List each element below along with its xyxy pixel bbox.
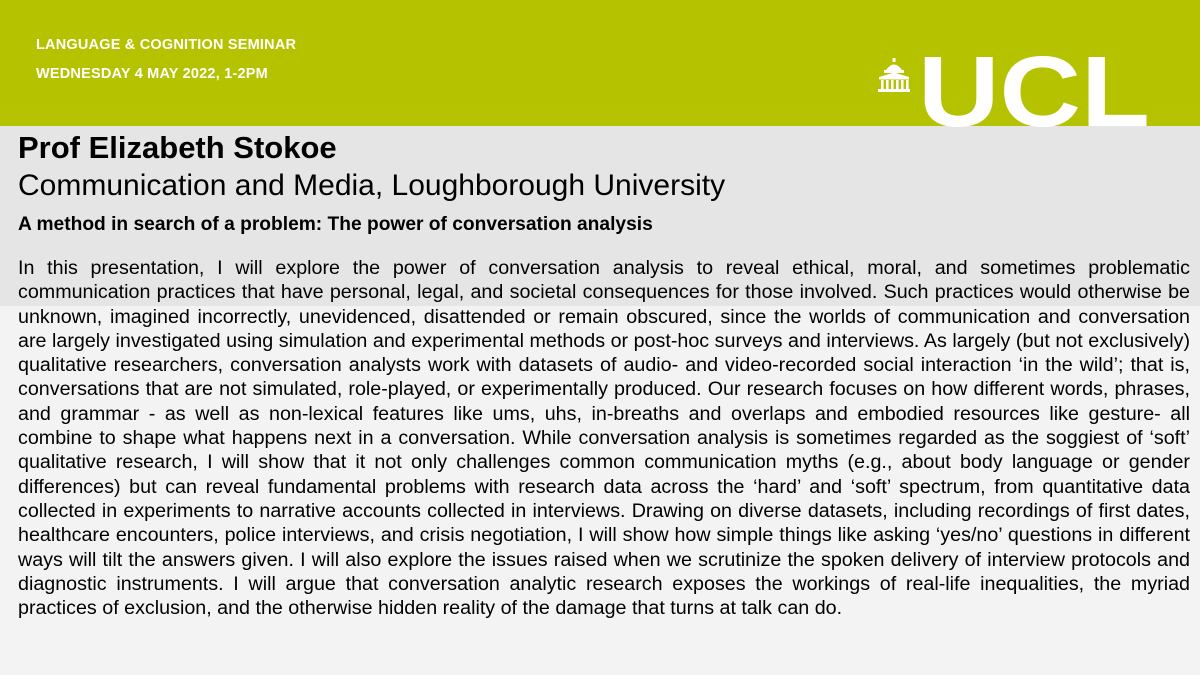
seminar-date-time: WEDNESDAY 4 MAY 2022, 1-2PM: [36, 66, 268, 82]
ucl-logo: [870, 52, 1170, 134]
speaker-affiliation: Communication and Media, Loughborough University: [18, 169, 726, 202]
talk-abstract: In this presentation, I will explore the power of conversation analysis to reveal ethical, moral, and sometimes problematic communication practices that have personal, legal, and societal consequences for those involved. Such practices would otherwise be unknown, imagined incorrectly, unevidenced, disattended or remain obscured, since the worlds of communication and conversation are largely investigated using simulation and experimental methods or post-hoc surveys and interviews. As largely (but not exclusively) qualitative researchers, conversation analysts work with datasets of audio- and video-recorded social interaction ‘in the wild’; that is, conversations that are not simulated, role-played, or experimentally produced. Our research focuses on how different words, phrases, and grammar - as well as non-lexical features like ums, uhs, in-breaths and overlaps and embodied resources like gesture- all combine to shape what happens next in a conversation. While conversation analysis is sometimes regarded as the soggiest of ‘soft’ qualitative research, I will show that it not only challenges common communication myths (e.g., about body language or gender differences) but can reveal fundamental problems with research data across the ‘hard’ and ‘soft’ spectrum, from quantitative data collected in experiments to narrative accounts collected in interviews. Drawing on diverse datasets, including recordings of first dates, healthcare encounters, police interviews, and crisis negotiation, I will show how simple things like asking ‘yes/no’ questions in different ways will tilt the answers given. I will also explore the issues raised when we scrutinize the spoken delivery of interview protocols and diagnostic instruments. I will argue that conversation analytic research exposes the workings of real-life inequalities, the myriad practices of exclusion, and the otherwise hidden reality of the damage that turns at talk can do.: [18, 257, 1190, 620]
ucl-portico-icon: [876, 58, 912, 94]
logo-wordmark: UCL: [918, 52, 1150, 134]
seminar-title: LANGUAGE & COGNITION SEMINAR: [36, 37, 297, 53]
speaker-name: Prof Elizabeth Stokoe: [18, 130, 337, 165]
talk-title: A method in search of a problem: The power of conversation analysis: [18, 214, 653, 235]
